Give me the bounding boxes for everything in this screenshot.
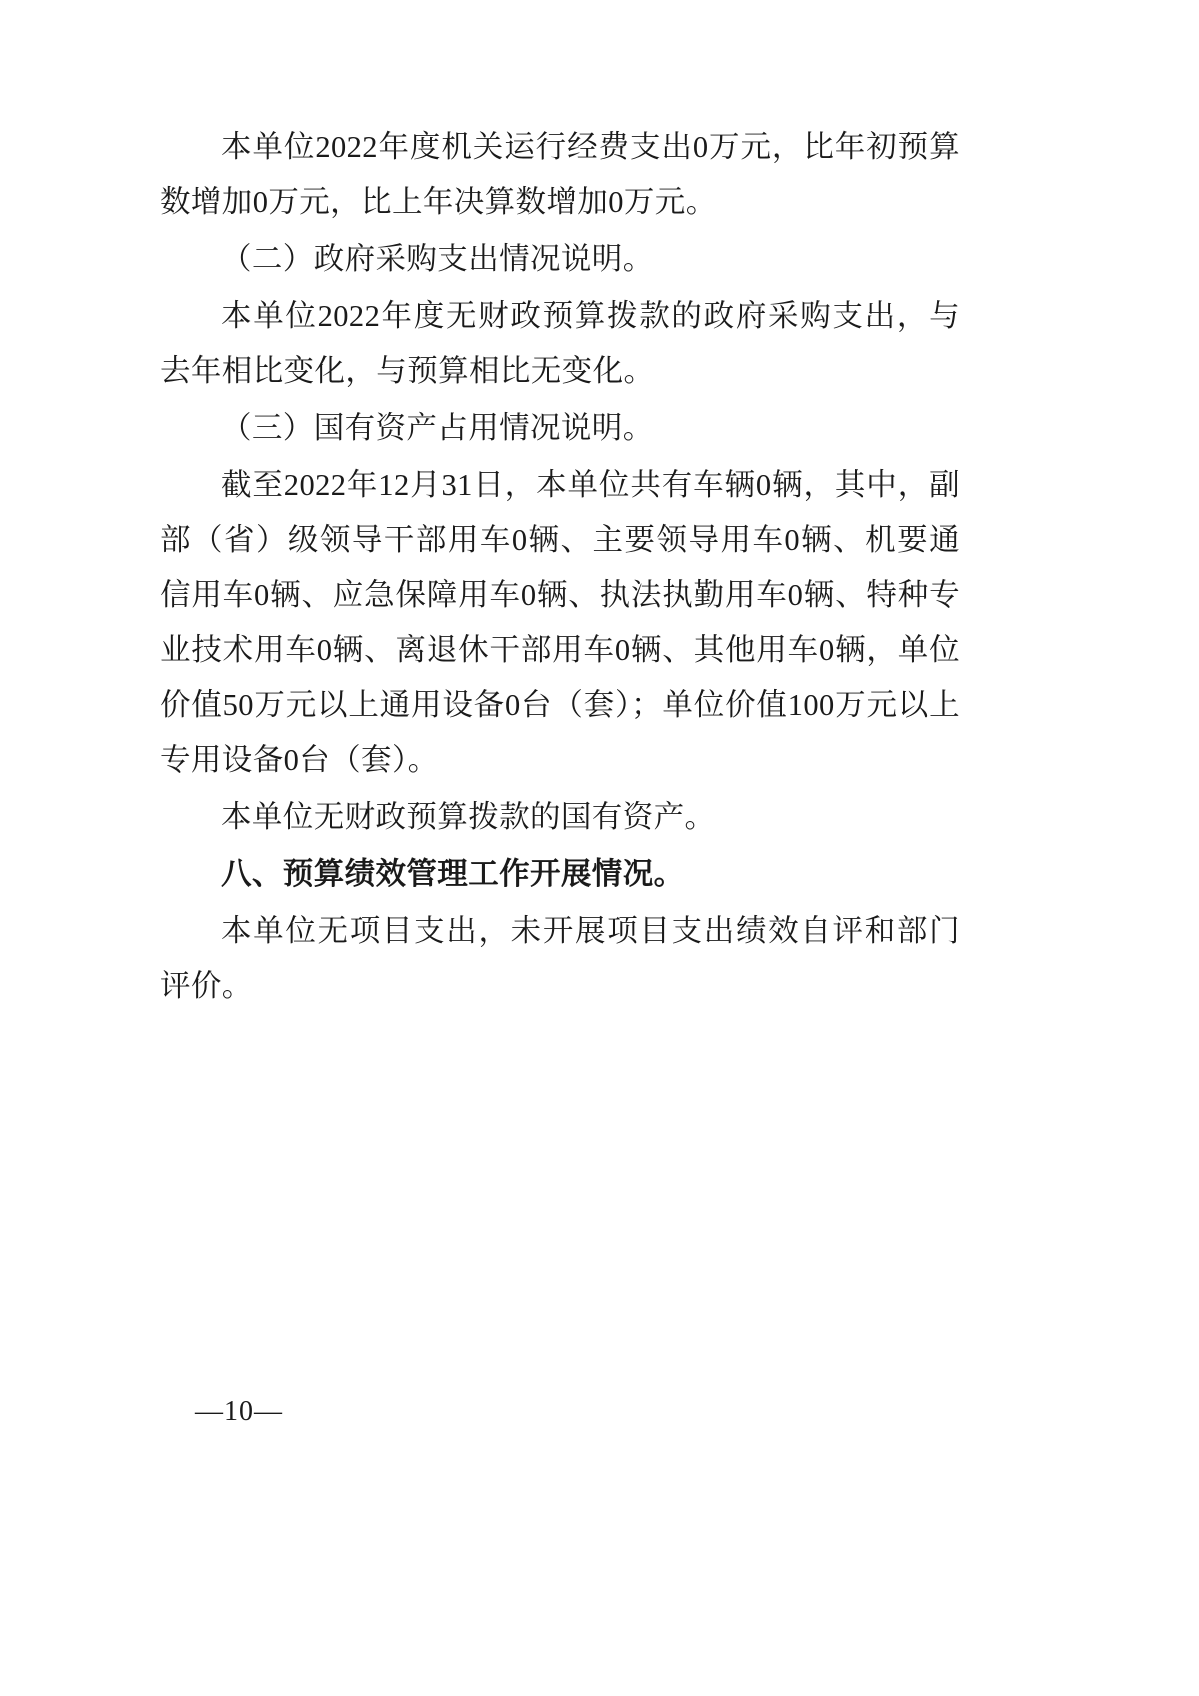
paragraph-no-project-expenditure: 本单位无项目支出，未开展项目支出绩效自评和部门评价。 [160,914,960,1003]
page-number: —10— [195,1396,283,1427]
heading-performance-management: 八、预算绩效管理工作开展情况。 [221,857,685,891]
document-body [160,120,960,1016]
paragraph-section-two-title: （二）政府采购支出情况说明。 [221,242,654,276]
paragraph-state-assets-detail: 截至2022年12月31日，本单位共有车辆0辆，其中，副部（省）级领导干部用车0辆、主要领导用车0辆、机要通信用车0辆、应急保障用车0辆、执法执勤用车0辆、特种专业技术用车0辆、离退休干部用车0辆、其他用车0辆，单位价值50万元以上通用设备0台（套）；单位价值100万元以上专用设备0台（套）。 [160,468,960,777]
paragraph-government-procurement: 本单位2022年度无财政预算拨款的政府采购支出，与去年相比变化，与预算相比无变化。 [160,299,960,388]
paragraph-operating-expenses: 本单位2022年度机关运行经费支出0万元，比年初预算数增加0万元，比上年决算数增加0万元。 [160,130,960,219]
paragraph-no-state-assets: 本单位无财政预算拨款的国有资产。 [221,800,716,834]
paragraph-section-three-title: （三）国有资产占用情况说明。 [221,411,654,445]
